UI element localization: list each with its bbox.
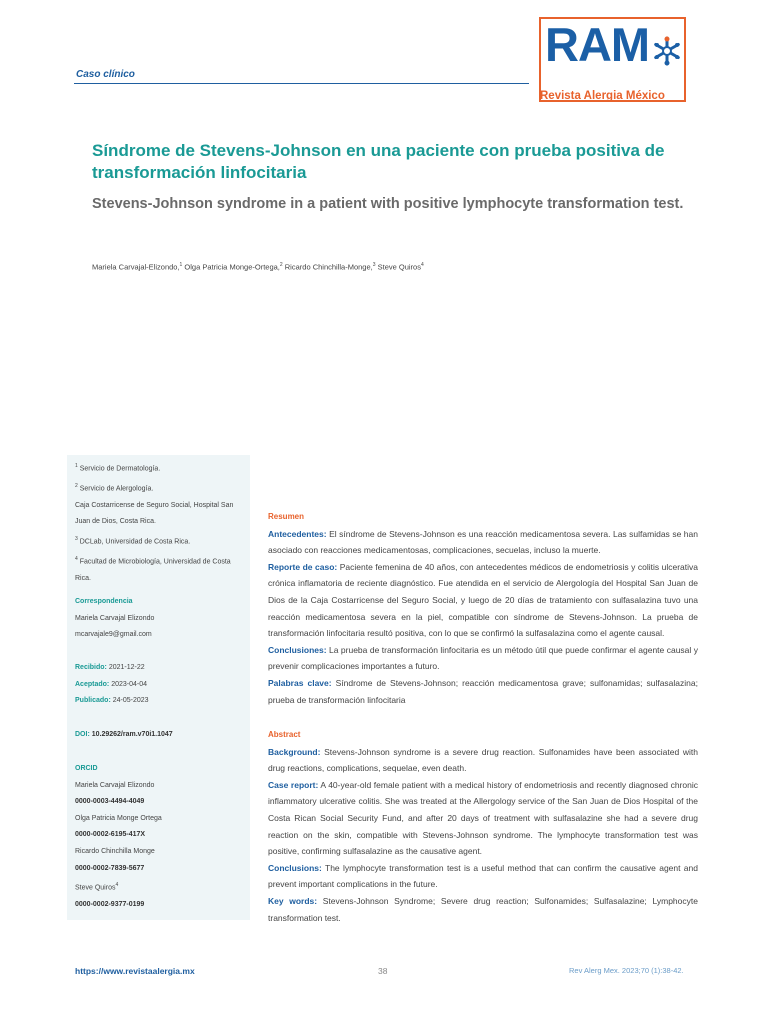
accepted-date: 2023-04-04 <box>111 680 147 688</box>
logo-text: RAM <box>545 18 650 71</box>
section-label-bold: Reporte de caso: <box>268 561 338 572</box>
author-name: Mariela Carvajal-Elizondo, <box>92 262 180 272</box>
section-label-bold: Case report: <box>268 779 319 790</box>
section-text: Stevens-Johnson syndrome is a severe drug reaction. Sulfonamides have been associated with drug reactions, complications, sequelae, even death. <box>268 746 698 774</box>
received-date: 2021-12-22 <box>108 664 145 671</box>
resumen-block <box>268 509 698 708</box>
section-text: Paciente femenina de 40 años, con antecedentes médicos de endometriosis y colitis ulcerativa crónica inflamatoria de reciente diagnóstico. Fue atendida en el servicio de Alergología del Hospital San Juan de Dios de la Caja Costarricense del Seguro Social, y luego de 20 días de tratamiento con sulfasalazina tuvo una reacción medicamentosa severa en la piel, compatible con síndrome de Stevens-Johnson. La prueba de transformación linfocitaria resultó positiva, con lo que se confirmó la sulfasalazina como el agente causal. <box>268 561 699 639</box>
affiliation: Rica. <box>75 574 91 582</box>
header-rule <box>74 83 529 84</box>
correspondence-label: Correspondencia <box>75 598 133 605</box>
abstract-section <box>268 860 698 893</box>
abstract-heading: Abstract <box>268 730 301 739</box>
section-text: A 40-year-old female patient with a medical history of endometriosis and recently diagnosed chronic inflammatory ulcerative colitis. She was treated at the Allergology service of the San Juan de Dios Hospital of the Costa Rican Social Security Fund, and after 20 days of treatment with sulfasalazine she had a severe drug reaction on the skin, compatible with Stevens-Johnson syndrome. The lymphocyte transformation test was positive, confirming sulfasalazine as the causative agent. <box>268 779 698 857</box>
orcid-list <box>75 761 247 914</box>
abstract-block <box>268 727 698 926</box>
orcid-author-sup: 4 <box>115 882 119 889</box>
orcid-author: Mariela Carvajal Elizondo <box>75 781 155 789</box>
orcid-id[interactable]: 0000-0002-7839-5677 <box>75 864 145 872</box>
correspondence <box>75 594 247 644</box>
author-sup: 3 <box>372 262 376 268</box>
section-label-bold: Antecedentes: <box>268 528 327 539</box>
section-label-bold: Conclusiones: <box>268 644 327 655</box>
article-dates <box>75 660 247 710</box>
affiliation: Caja Costarricense de Seguro Social, Hospital San <box>75 501 234 509</box>
affiliation: DCLab, Universidad de Costa Rica. <box>79 538 191 546</box>
author-name: Steve Quiros <box>377 262 421 272</box>
affiliation: Facultad de Microbiología, Universidad de Costa <box>79 558 231 566</box>
author-list <box>92 262 424 272</box>
affiliation-sup: 1 <box>75 463 78 469</box>
author-sup: 1 <box>179 262 183 268</box>
author-name: Olga Patricia Monge-Ortega, <box>184 262 280 272</box>
author-sup: 4 <box>420 262 424 268</box>
section-label-bold: Palabras clave: <box>268 677 332 688</box>
section-text: La prueba de transformación linfocitaria es un método útil que puede confirmar el agente causal y prevenir complicaciones importantes a futuro. <box>268 644 698 672</box>
article-title-es: Síndrome de Stevens-Johnson en una paciente con prueba positiva de transformación linfocitaria <box>92 141 665 182</box>
section-text: The lymphocyte transformation test is a useful method that can confirm the causative agent and prevent important complications in the future. <box>268 862 698 890</box>
journal-url-link[interactable]: https://www.revistaalergia.mx <box>75 966 195 976</box>
resumen-section <box>268 675 698 708</box>
affiliation-sup: 3 <box>75 536 78 543</box>
section-label: Caso clínico <box>76 69 135 80</box>
abstract-section <box>268 777 698 860</box>
doi <box>75 727 247 744</box>
orcid-author: Olga Patricia Monge Ortega <box>75 814 162 822</box>
accepted-label: Aceptado: <box>75 680 110 688</box>
orcid-label: ORCID <box>75 765 98 772</box>
affiliation-sup: 4 <box>75 555 78 562</box>
section-label-bold: Conclusions: <box>268 862 322 873</box>
article-title-en: Stevens-Johnson syndrome in a patient with positive lymphocyte transformation test. <box>92 196 684 212</box>
resumen-section <box>268 526 698 559</box>
orcid-id[interactable]: 0000-0003-4494-4049 <box>75 798 145 806</box>
author-sup: 2 <box>279 262 283 268</box>
orcid-author: Steve Quiros <box>75 884 116 892</box>
section-text: Stevens-Johnson Syndrome; Severe drug reaction; Sulfonamides; Sulfasalazine; Lymphocyte transformation test. <box>268 895 698 923</box>
snowflake-icon <box>652 36 682 66</box>
citation: Rev Alerg Mex. 2023;70 (1):38-42. <box>569 966 684 975</box>
section-text: Síndrome de Stevens-Johnson; reacción medicamentosa grave; sulfonamidas; sulfasalazina; prueba de transformación linfocitaria <box>268 677 698 705</box>
orcid-id[interactable]: 0000-0002-9377-0199 <box>75 901 145 909</box>
section-text: El síndrome de Stevens-Johnson es una reacción medicamentosa severa. Las sulfamidas se han asociado con reacciones medicamentosas, complicaciones, secuelas, incluso la muerte. <box>268 528 698 556</box>
affiliation: Servicio de Alergología. <box>79 485 154 493</box>
published-date: 24-05-2023 <box>112 697 149 705</box>
doi-link[interactable]: 10.29262/ram.v70i1.1047 <box>91 731 173 738</box>
section-label-bold: Background: <box>268 746 321 757</box>
received-label: Recibido: <box>75 664 107 671</box>
page-number: 38 <box>378 966 388 976</box>
affiliation: Juan de Dios, Costa Rica. <box>75 518 156 526</box>
logo-subtitle: Revista Alergia México <box>540 90 665 102</box>
resumen-heading: Resumen <box>268 512 305 521</box>
orcid-id[interactable]: 0000-0002-6195-417X <box>75 831 146 839</box>
section-label-bold: Key words: <box>268 895 318 906</box>
orcid-author: Ricardo Chinchilla Monge <box>75 847 155 855</box>
doi-label: DOI: <box>75 731 90 738</box>
affiliations <box>75 458 247 587</box>
affiliation-sup: 2 <box>75 482 78 489</box>
author-name: Ricardo Chinchilla-Monge, <box>284 262 373 272</box>
resumen-section <box>268 559 698 642</box>
resumen-section <box>268 642 698 675</box>
affiliation: Servicio de Dermatología. <box>79 465 161 473</box>
correspondence-name: Mariela Carvajal Elizondo <box>75 614 155 622</box>
correspondence-email[interactable]: mcarvajale9@gmail.com <box>75 631 152 639</box>
published-label: Publicado: <box>75 697 111 705</box>
abstract-section <box>268 893 698 926</box>
abstract-section <box>268 744 698 777</box>
